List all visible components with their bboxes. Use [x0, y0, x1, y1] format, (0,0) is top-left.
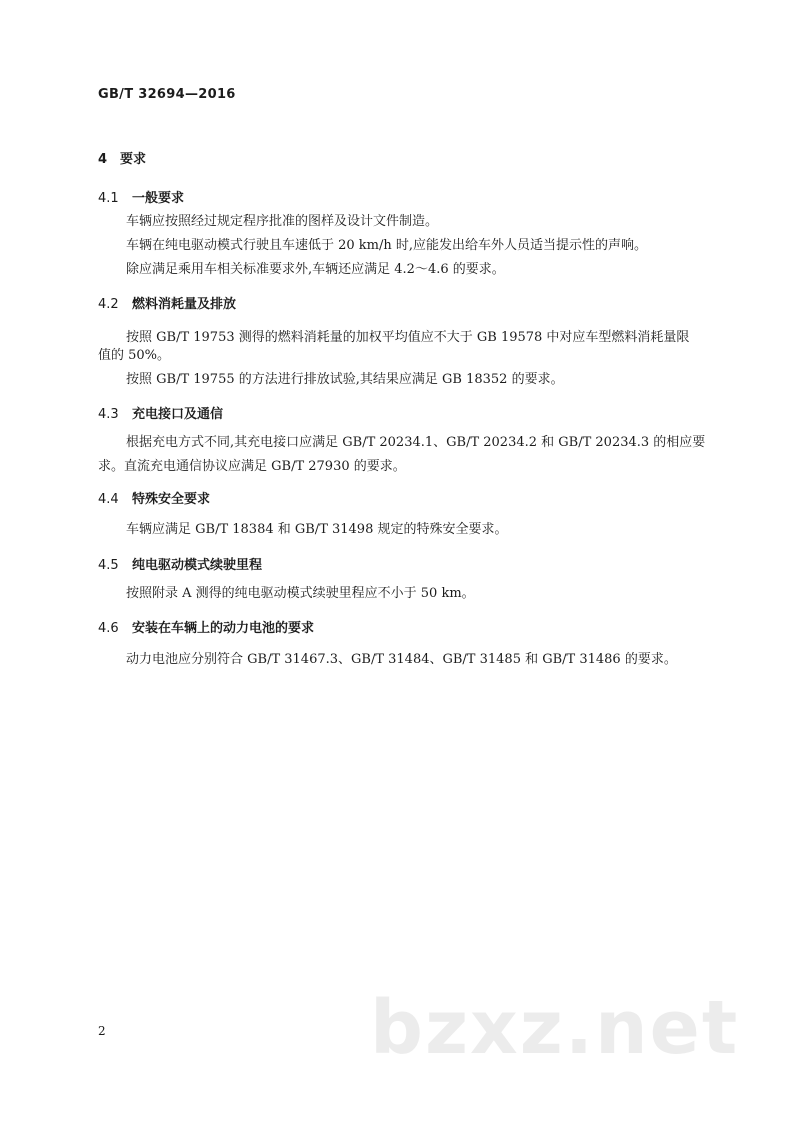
chapter-number: 4 [98, 152, 108, 167]
section-title: 燃料消耗量及排放 [132, 297, 237, 312]
section-number: 4.6 [98, 621, 119, 636]
section-4-4-heading [98, 488, 210, 507]
section-4-5-heading [98, 554, 262, 573]
section-number: 4.4 [98, 492, 119, 507]
section-4-2-heading [98, 293, 236, 312]
standard-number-header: GB/T 32694—2016 [98, 87, 236, 102]
paragraph-line: 按照附录 A 测得的纯电驱动模式续驶里程应不小于 50 km。 [126, 586, 475, 601]
paragraph-line: 值的 50%。 [98, 348, 171, 363]
section-title: 一般要求 [132, 191, 185, 206]
paragraph-line: 车辆应满足 GB/T 18384 和 GB/T 31498 规定的特殊安全要求。 [126, 522, 508, 537]
chapter-title: 要求 [120, 152, 147, 167]
section-title: 特殊安全要求 [132, 492, 211, 507]
section-4-3-heading [98, 403, 223, 422]
paragraph-line: 动力电池应分别符合 GB/T 31467.3、GB/T 31484、GB/T 31485 和 GB/T 31486 的要求。 [126, 652, 677, 667]
paragraph-line: 车辆应按照经过规定程序批准的图样及设计文件制造。 [126, 214, 439, 229]
section-number: 4.5 [98, 558, 119, 573]
section-number: 4.1 [98, 191, 119, 206]
paragraph-line: 按照 GB/T 19753 测得的燃料消耗量的加权平均值应不大于 GB 19578 中对应车型燃料消耗量限 [126, 330, 690, 345]
section-title: 充电接口及通信 [132, 407, 224, 422]
paragraph-line: 求。直流充电通信协议应满足 GB/T 27930 的要求。 [98, 459, 406, 474]
section-number: 4.3 [98, 407, 119, 422]
paragraph-line: 按照 GB/T 19755 的方法进行排放试验,其结果应满足 GB 18352 的要求。 [126, 372, 564, 387]
watermark: bzxz.net [370, 985, 740, 1071]
section-4-1-heading [98, 187, 184, 206]
chapter-heading [98, 148, 146, 167]
paragraph-line: 除应满足乘用车相关标准要求外,车辆还应满足 4.2～4.6 的要求。 [126, 262, 505, 277]
paragraph-line: 车辆在纯电驱动模式行驶且车速低于 20 km/h 时,应能发出给车外人员适当提示性的声响。 [126, 238, 648, 253]
section-number: 4.2 [98, 297, 119, 312]
section-title: 纯电驱动模式续驶里程 [132, 558, 263, 573]
section-title: 安装在车辆上的动力电池的要求 [132, 621, 315, 636]
paragraph-line: 根据充电方式不同,其充电接口应满足 GB/T 20234.1、GB/T 20234.2 和 GB/T 20234.3 的相应要 [126, 435, 706, 450]
page-number: 2 [98, 1024, 106, 1038]
section-4-6-heading [98, 617, 314, 636]
